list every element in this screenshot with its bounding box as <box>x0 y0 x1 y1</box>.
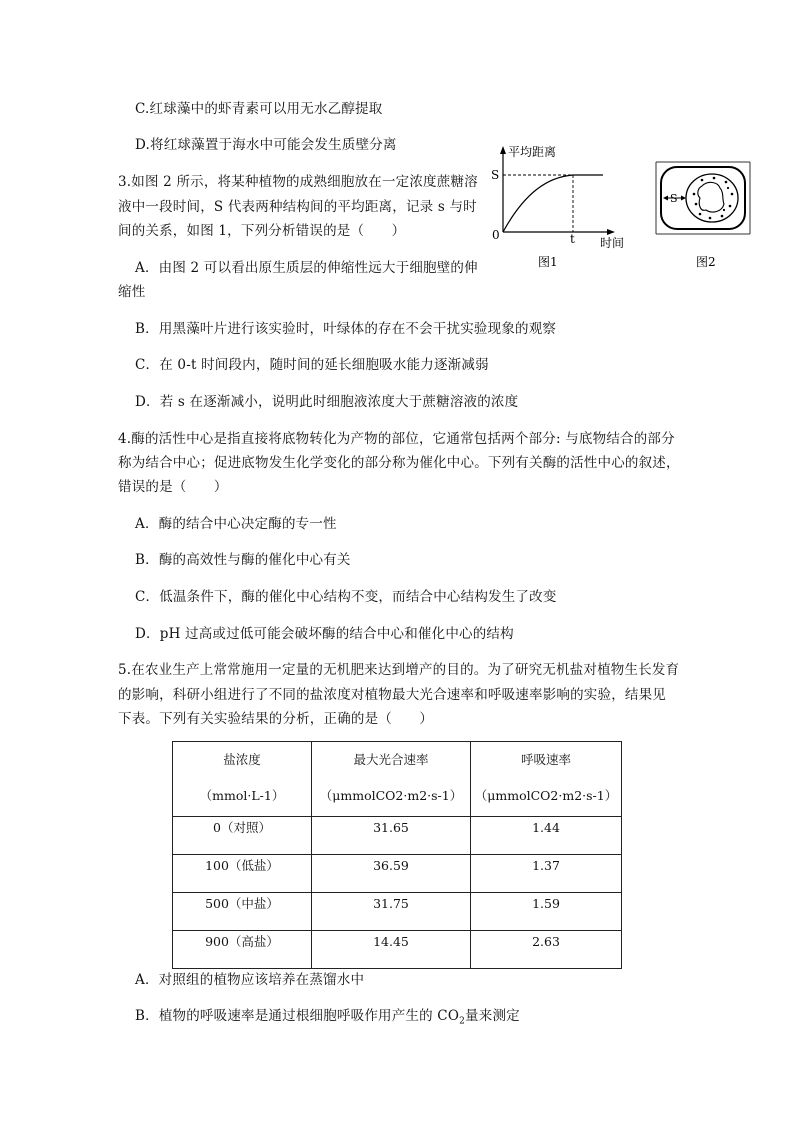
q5-option-b-text: B．植物的呼吸速率是通过根细胞呼吸作用产生的 CO <box>135 1008 460 1024</box>
fig1-curve <box>503 175 603 232</box>
fig2-vacuole <box>698 182 724 212</box>
header-salt-concentration <box>173 742 312 817</box>
fig1-origin-label: 0 <box>492 228 500 242</box>
table-row <box>173 893 622 931</box>
table-header-row <box>173 742 622 817</box>
q5-stem-line-1: 5.在农业生产上常常施用一定量的无机肥来达到增产的目的。为了研究无机盐对植物生长发育 <box>118 662 680 678</box>
header-unit: （μmmolCO2·m2·s-1） <box>319 788 463 803</box>
header-name: 呼吸速率 <box>520 752 571 767</box>
q2-option-c: C.红球藻中的虾青素可以用无水乙醇提取 <box>135 101 383 117</box>
cell-concentration: 0（对照） <box>173 817 312 855</box>
q5-option-a: A．对照组的植物应该培养在蒸馏水中 <box>135 972 365 988</box>
cell-concentration: 100（低盐） <box>173 855 312 893</box>
fig1-y-arrow <box>500 146 506 154</box>
header-name: 盐浓度 <box>223 752 261 767</box>
q4-option-c: C．低温条件下，酶的催化中心结构不变，而结合中心结构发生了改变 <box>135 589 557 605</box>
q5-stem-line-2: 的影响，科研小组进行了不同的盐浓度对植物最大光合速率和呼吸速率影响的实验，结果见 <box>118 687 666 703</box>
cell-photosynthesis: 31.75 <box>312 893 471 931</box>
q2-option-d: D.将红球藻置于海水中可能会发生质壁分离 <box>135 137 397 153</box>
q5-option-b <box>135 1004 520 1027</box>
q3-option-c: C．在 0-t 时间段内，随时间的延长细胞吸水能力逐渐减弱 <box>135 357 489 373</box>
table-row <box>173 817 622 855</box>
cell-photosynthesis: 31.65 <box>312 817 471 855</box>
cell-respiration: 1.44 <box>471 817 622 855</box>
q4-stem-line-2: 称为结合中心；促进底物发生化学变化的部分称为催化中心。下列有关酶的活性中心的叙述， <box>118 455 680 471</box>
cell-respiration: 1.37 <box>471 855 622 893</box>
q4-stem-line-3: 错误的是（ ） <box>118 479 228 495</box>
cell-photosynthesis: 14.45 <box>312 931 471 969</box>
q5-option-b-subscript: 2 <box>459 1016 466 1027</box>
header-unit: （mmol·L-1） <box>199 788 285 803</box>
q3-stem-line-3: 间的关系，如图 1，下列分析错误的是（ ） <box>118 223 406 239</box>
q3-figure-2 <box>652 158 757 273</box>
cell-concentration: 500（中盐） <box>173 893 312 931</box>
q5-stem-line-3: 下表。下列有关实验结果的分析，正确的是（ ） <box>118 711 434 727</box>
q5-results-table <box>172 741 622 969</box>
header-name: 最大光合速率 <box>353 752 429 767</box>
fig1-t-label: t <box>570 232 575 246</box>
q4-option-d: D．pH 过高或过低可能会破坏酶的结合中心和催化中心的结构 <box>135 626 514 642</box>
fig1-caption: 图1 <box>538 255 558 269</box>
fig1-x-label: 时间 <box>600 236 625 250</box>
fig1-y-label: 平均距离 <box>508 145 557 159</box>
q3-stem-line-1: 3.如图 2 所示，将某种植物的成熟细胞放在一定浓度蔗糖溶 <box>118 174 478 190</box>
cell-photosynthesis: 36.59 <box>312 855 471 893</box>
fig1-s-label: S <box>491 168 500 182</box>
fig1-x-arrow <box>607 229 615 235</box>
fig2-s-label: S <box>670 192 678 205</box>
header-max-photosynthesis <box>312 742 471 817</box>
cell-concentration: 900（高盐） <box>173 931 312 969</box>
cell-respiration: 2.63 <box>471 931 622 969</box>
q3-option-d: D．若 s 在逐渐减小，说明此时细胞液浓度大于蔗糖溶液的浓度 <box>135 394 519 410</box>
q3-figure-1 <box>470 142 640 272</box>
table-row <box>173 855 622 893</box>
header-respiration-rate <box>471 742 622 817</box>
cell-respiration: 1.59 <box>471 893 622 931</box>
q3-option-b: B．用黑藻叶片进行该实验时，叶绿体的存在不会干扰实验现象的观察 <box>135 321 557 337</box>
q4-stem-line-1: 4.酶的活性中心是指直接将底物转化为产物的部位，它通常包括两个部分: 与底物结合的部分 <box>118 431 675 447</box>
header-unit: （μmmolCO2·m2·s-1） <box>474 788 618 803</box>
q4-option-b: B．酶的高效性与酶的催化中心有关 <box>135 552 351 568</box>
q3-option-a-line-2: 缩性 <box>118 284 146 300</box>
table-row <box>173 931 622 969</box>
fig2-caption: 图2 <box>696 255 716 269</box>
q3-stem-line-2: 液中一段时间，S 代表两种结构间的平均距离，记录 s 与时 <box>118 199 477 215</box>
q3-option-a-line-1: A．由图 2 可以看出原生质层的伸缩性远大于细胞壁的伸 <box>135 260 478 276</box>
q5-option-b-suffix: 量来测定 <box>465 1008 520 1024</box>
q4-option-a: A．酶的结合中心决定酶的专一性 <box>135 516 337 532</box>
